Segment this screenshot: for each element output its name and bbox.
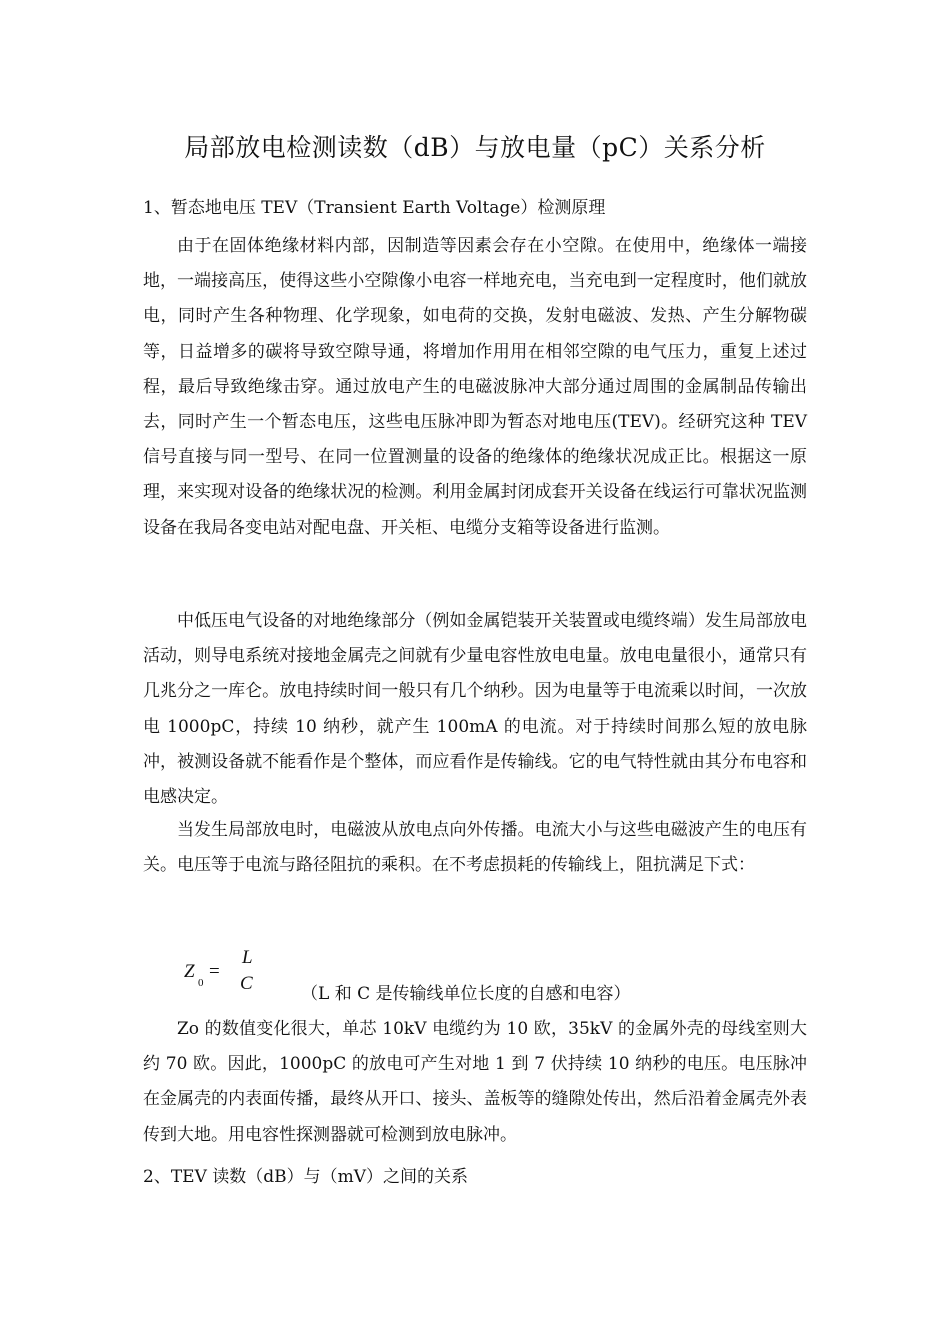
document-title: 局部放电检测读数（dB）与放电量（pC）关系分析 xyxy=(184,133,766,162)
formula-numerator: L xyxy=(242,947,253,968)
impedance-formula xyxy=(184,947,824,1004)
formula-note: （L 和 C 是传输线单位长度的自感和电容） xyxy=(301,984,631,1004)
paragraph-4: Zo 的数值变化很大，单芯 10kV 电缆约为 10 欧，35kV 的金属外壳的母线室则大约 70 欧。因此，1000pC 的放电可产生对地 1 到 7 伏持续 10 纳秒的电压。电压脉冲在金属壳的内表面传播，最终从开口、接头、盖板等的缝隙处传出，然后沿着金属壳外表传到大地。用电容性探测器就可检测到放电脉冲。 xyxy=(143,1019,807,1145)
section-heading-2: 2、TEV 读数（dB）与（mV）之间的关系 xyxy=(143,1167,469,1187)
formula-z: Z xyxy=(184,961,195,982)
paragraph-2: 中低压电气设备的对地绝缘部分（例如金属铠装开关装置或电缆终端）发生局部放电活动，则导电系统对接地金属壳之间就有少量电容性放电电量。放电电量很小，通常只有几兆分之一库仑。放电持续时间一般只有几个纳秒。因为电量等于电流乘以时间，一次放电 1000pC，持续 10 纳秒，就产生 100mA 的电流。对于持续时间那么短的放电脉冲，被测设备就不能看作是个整体，而应看作是传输线。它的电气特性就由其分布电容和电感决定。 xyxy=(143,611,807,808)
paragraph-3: 当发生局部放电时，电磁波从放电点向外传播。电流大小与这些电磁波产生的电压有关。电压等于电流与路径阻抗的乘积。在不考虑损耗的传输线上，阻抗满足下式： xyxy=(143,820,807,876)
formula-denominator: C xyxy=(240,973,253,994)
section-heading-1: 1、暂态地电压 TEV（Transient Earth Voltage）检测原理 xyxy=(143,198,606,218)
formula-subscript: 0 xyxy=(198,977,204,989)
paragraph-1: 由于在固体绝缘材料内部，因制造等因素会存在小空隙。在使用中，绝缘体一端接地，一端接高压，使得这些小空隙像小电容一样地充电，当充电到一定程度时，他们就放电，同时产生各种物理、化学现象，如电荷的交换，发射电磁波、发热、产生分解物碳等，日益增多的碳将导致空隙导通，将增加作用用在相邻空隙的电气压力，重复上述过程，最后导致绝缘击穿。通过放电产生的电磁波脉冲大部分通过周围的金属制品传输出去，同时产生一个暂态电压，这些电压脉冲即为暂态对地电压(TEV)。经研究这种 TEV 信号直接与同一型号、在同一位置测量的设备的绝缘体的绝缘状况成正比。根据这一原理，来实现对设备的绝缘状况的检测。利用金属封闭成套开关设备在线运行可靠状况监测设备在我局各变电站对配电盘、开关柜、电缆分支箱等设备进行监测。 xyxy=(143,236,807,538)
formula-equals: = xyxy=(209,961,220,982)
